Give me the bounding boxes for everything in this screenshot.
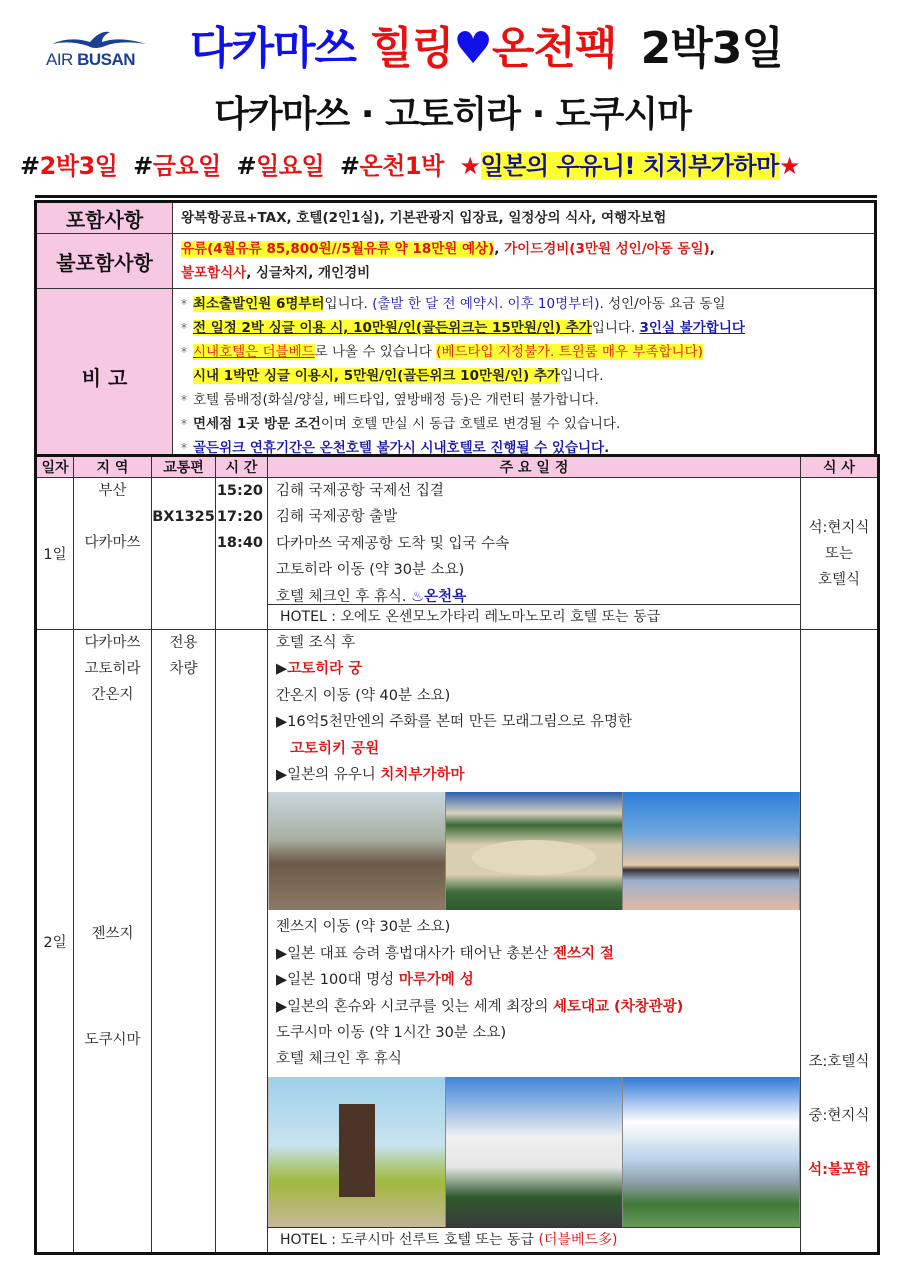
col-main: 주 요 일 정 xyxy=(268,456,801,478)
page-header xyxy=(0,0,905,200)
arrow-icon: ▶ xyxy=(276,661,288,678)
schedule-table xyxy=(34,454,880,1255)
title-destination: 다카마쓰 xyxy=(190,23,357,74)
page-subtitle: 다카마쓰 · 고토히라 · 도쿠시마 xyxy=(214,94,691,135)
time-cell: 15:20 17:20 18:40 xyxy=(216,478,268,630)
included-label: 포함사항 xyxy=(36,202,173,234)
title-healing: 힐링 xyxy=(370,23,454,74)
flight-number: BX1325 xyxy=(152,509,215,525)
tag: #금요일 xyxy=(133,152,221,180)
excluded-label: 불포함사항 xyxy=(36,234,173,289)
notes-text xyxy=(173,289,876,465)
arrow-icon: ▶ xyxy=(276,766,288,783)
photo-row-2 xyxy=(268,1077,800,1227)
note-double-bed: * 시내호텔은 더블베드로 나올 수 있습니다 (베드타입 지정불가. 트윈룸 매우 부족합니다) xyxy=(181,344,703,360)
note-golden-week: * 골든위크 연휴기간은 온천호텔 불가시 시내호텔로 진행될 수 있습니다. xyxy=(181,440,610,456)
col-day: 일자 xyxy=(36,456,74,478)
transport-cell xyxy=(152,478,216,630)
heart-icon: ♥ xyxy=(453,23,492,74)
day-2-row xyxy=(36,630,879,1254)
meal-cell: 조:호텔식 중:현지식 석:불포함 xyxy=(801,630,879,1254)
divider xyxy=(35,195,877,198)
kotohira-shrine-photo xyxy=(269,792,446,910)
note-min-people: * 최소출발인원 6명부터입니다. (출발 한 달 전 예약시. 이후 10명부터). 성인/아동 요금 동일 xyxy=(181,296,726,312)
bird-logo-icon xyxy=(50,28,150,52)
day-label: 1일 xyxy=(36,478,74,630)
arrow-icon: ▶ xyxy=(276,945,288,962)
hotel-line: HOTEL : 도쿠시마 선루트 호텔 또는 동급 (더블베드多) xyxy=(268,1227,800,1251)
region-cell: 부산 다카마쓰 xyxy=(74,478,152,630)
logo-prefix: AIR xyxy=(46,50,73,69)
star-icon: ★ xyxy=(459,152,481,180)
title-duration: 2박3일 xyxy=(640,23,783,74)
col-transport: 교통편 xyxy=(152,456,216,478)
meal-cell: 석:현지식 또는 호텔식 xyxy=(801,478,879,630)
star-icon: ★ xyxy=(778,152,800,180)
note-city-single: 시내 1박만 싱글 이용시, 5만원/인(골든위크 10만원/인) 추가입니다. xyxy=(193,368,604,384)
note-room-assign: * 호텔 룸배정(화실/양실, 베드타입, 옆방배정 등)은 개런티 불가합니다. xyxy=(181,392,599,408)
hotel-line: HOTEL : 오에도 온센모노가타리 레노마노모리 호텔 또는 동급 xyxy=(268,604,800,628)
col-region: 지 역 xyxy=(74,456,152,478)
info-table xyxy=(34,200,877,466)
time-cell xyxy=(216,630,268,1254)
col-meal: 식 사 xyxy=(801,456,879,478)
zenigata-sand-coin-photo xyxy=(446,792,623,910)
note-duty-free: * 면세점 1곳 방문 조건이며 호텔 만실 시 동급 호텔로 변경될 수 있습니다. xyxy=(181,416,621,432)
included-text: 왕복항공료+TAX, 호텔(2인1실), 기본관광지 입장료, 일정상의 식사, 여행자보험 xyxy=(173,202,876,234)
excluded-text: 유류(4월유류 85,800원//5월유류 약 18만원 예상), 가이드경비(3만원 성인/아동 동일), 불포함식사, 싱글차지, 개인경비 xyxy=(173,234,876,289)
arrow-icon: ▶ xyxy=(276,972,288,989)
page-title xyxy=(190,12,783,76)
tag: #2박3일 xyxy=(20,152,118,180)
tag: #온천1박 xyxy=(339,152,444,180)
region-cell: 다카마쓰 고토히라 간온지 젠쓰지 도쿠시마 xyxy=(74,630,152,1254)
logo-brand: BUSAN xyxy=(77,50,136,69)
note-single: * 전 일정 2박 싱글 이용 시, 10만원/인(골든위크는 15만원/인) 추가입니다. 3인실 불가합니다 xyxy=(181,320,745,336)
chichibugahama-photo xyxy=(623,792,800,910)
photo-row-1 xyxy=(268,792,800,910)
title-onsen-pack: 온천팩 xyxy=(491,23,617,74)
itinerary-cell: 호텔 조식 후 ▶고토히라 궁 간온지 이동 (약 40분 소요) ▶16억5천만엔의 주화를 본떠 만든 모래그림으로 유명한 고토히키 공원 ▶일본의 유우니 치치부가하마 젠쓰지 이동 (약 30분 소요) ▶일본 대표 승려 흥법대사가 태어난 총본산 젠쓰지 절 ▶일본 100대 명성 마루가메 성 ▶일본의 혼슈와 시코쿠를 잇는 세계 최장의 세토대교 (차창관광) 도쿠시마 이동 (약 1시간 30분 소요) 호텔 체크인 후 휴식 HOTEL : 도쿠시마 선루트 호텔 또는 동급 (더블베드多) xyxy=(268,630,801,1254)
col-time: 시 간 xyxy=(216,456,268,478)
marugame-castle-photo xyxy=(446,1077,623,1227)
itinerary-cell: 김해 국제공항 국제선 집결 김해 국제공항 출발 다카마쓰 국제공항 도착 및 입국 수속 고토히라 이동 (약 30분 소요) 호텔 체크인 후 휴식. ♨온천욕 HOTEL : 오에도 온센모노가타리 레노마노모리 호텔 또는 동급 xyxy=(268,478,801,630)
air-busan-logo xyxy=(46,28,156,72)
transport-cell: 전용 차량 xyxy=(152,630,216,1254)
day-label: 2일 xyxy=(36,630,74,1254)
arrow-icon: ▶ xyxy=(276,714,288,731)
hashtags xyxy=(20,146,800,181)
arrow-icon: ▶ xyxy=(276,998,288,1015)
tag: #일요일 xyxy=(236,152,325,180)
highlight-text: 일본의 우유니! 치치부가하마 xyxy=(480,152,779,180)
seto-ohashi-bridge-photo xyxy=(623,1077,800,1227)
day-1-row xyxy=(36,478,879,630)
onsen-icon: ♨ xyxy=(411,588,425,605)
zentsuji-pagoda-photo xyxy=(269,1077,446,1227)
notes-label: 비 고 xyxy=(36,289,173,465)
